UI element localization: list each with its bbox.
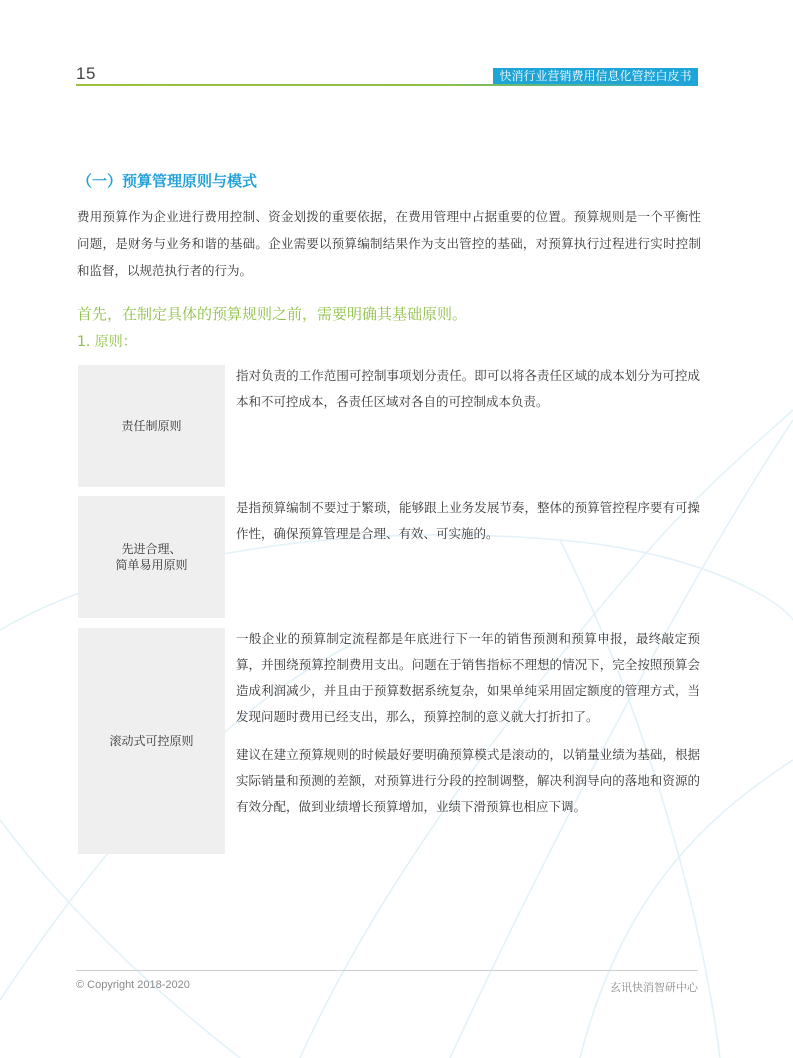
principle-label-text: 滚动式可控原则 xyxy=(109,734,194,748)
section-heading: （一）预算管理原则与模式 xyxy=(77,172,258,190)
principle-label-text: 先进合理、 xyxy=(121,542,182,556)
principle-desc-responsibility xyxy=(236,363,700,415)
principle-desc-rolling xyxy=(236,626,700,820)
header-divider xyxy=(76,84,698,86)
copyright-text: © Copyright 2018-2020 xyxy=(76,979,190,991)
principle-paragraph: 是指预算编制不要过于繁琐，能够跟上业务发展节奏，整体的预算管控程序要有可操作性，确保预算管理是合理、有效、可实施的。 xyxy=(236,500,700,541)
principle-label-text: 责任制原则 xyxy=(121,419,182,433)
principle-desc-simplicity xyxy=(236,495,700,547)
principle-label-text: 简单易用原则 xyxy=(115,558,188,572)
principle-label-simplicity xyxy=(78,496,225,618)
principle-label-rolling xyxy=(78,628,225,854)
lead-sentence: 首先，在制定具体的预算规则之前，需要明确其基础原则。 xyxy=(77,305,468,323)
footer-divider xyxy=(76,970,698,971)
principle-paragraph: 建议在建立预算规则的时候最好要明确预算模式是滚动的，以销量业绩为基础，根据实际销量和预测的差额，对预算进行分段的控制调整，解决利润导向的落地和资源的有效分配，做到业绩增长预算增加，业绩下滑预算也相应下调。 xyxy=(236,747,700,814)
page-number: 15 xyxy=(76,64,96,83)
organization-name: 玄讯快消智研中心 xyxy=(610,981,698,994)
principles-subheading: 1. 原则： xyxy=(77,334,137,350)
principle-label-responsibility xyxy=(78,365,225,487)
intro-paragraph: 费用预算作为企业进行费用控制、资金划拨的重要依据，在费用管理中占据重要的位置。预算规则是一个平衡性问题，是财务与业务和谐的基础。企业需要以预算编制结果作为支出管控的基础，对预算执行过程进行实时控制和监督，以规范执行者的行为。 xyxy=(77,209,701,278)
document-title-tag: 快消行业营销费用信息化管控白皮书 xyxy=(493,68,698,85)
principle-paragraph: 一般企业的预算制定流程都是年底进行下一年的销售预测和预算申报，最终敲定预算，并围绕预算控制费用支出。问题在于销售指标不理想的情况下，完全按照预算会造成利润减少，并且由于预算数据系统复杂，如果单纯采用固定额度的管理方式，当发现问题时费用已经支出，那么，预算控制的意义就大打折扣了。 xyxy=(236,631,700,724)
principle-paragraph: 指对负责的工作范围可控制事项划分责任。即可以将各责任区域的成本划分为可控成本和不可控成本，各责任区域对各自的可控制成本负责。 xyxy=(236,368,700,409)
